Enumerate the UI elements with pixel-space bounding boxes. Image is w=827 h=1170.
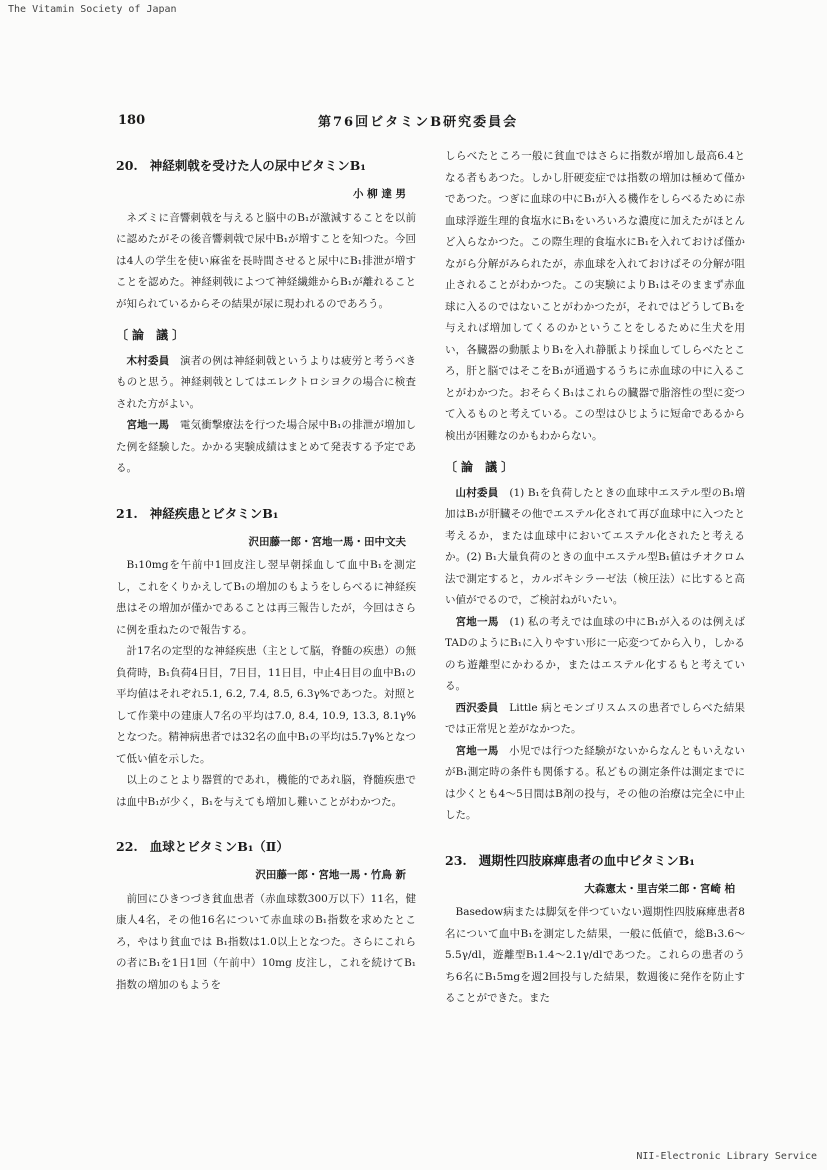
page-number: 180: [118, 113, 146, 128]
section-number: 21.: [116, 505, 138, 521]
speaker-name: 宮地一馬: [455, 615, 499, 628]
remark-text: 電気衝撃療法を行つた場合尿中B₁の排泄が増加した例を経験した。かかる実験成績はまとめて発表する予定である。: [116, 419, 417, 474]
section-20-authors: 小 柳 達 男: [353, 188, 406, 200]
discussion-entry: [116, 351, 416, 416]
discussion-entry: [445, 612, 745, 698]
section-21-paragraph: 計17名の定型的な神経疾患（主として脳，脊髄の疾患）の無負荷時，B₁負荷4日目，7日目，11日目，中止4日目の血中B₁の平均値はそれぞれ5.1, 6.2, 7.4, 8.5, 6.3γ%であつた。対照として作業中の建康人7名の平均は7.0, 8.4, 10.9, 13.3, 8.1γ%となつた。精神病患者では32名の血中B₁の平均は5.7γ%となつて低い値を示した。: [116, 645, 416, 765]
discussion-heading: 〔論 議〕: [445, 460, 518, 474]
speaker-name: 山村委員: [455, 486, 499, 499]
speaker-name: 木村委員: [126, 354, 170, 367]
section-number: 20.: [116, 158, 138, 173]
remark-text: 演者の例は神経刺戟というよりは疲労と考うべきものと思う。神経刺戟としてはエレクトロシヨクの場合に検査された方がよい。: [116, 354, 417, 410]
speaker-name: 宮地一馬: [455, 744, 499, 757]
remark-text: (1) B₁を負荷したときの血球中エステル型のB₁増加はB₁が肝臓その他でエステル化されて再び血球中に入つたと考えるか，または血球中においてエステル化されたと考えるか。(2) B₁大量負荷のときの血中エステル型B₁値はチオクロム法で測定すると，カルボキシラーゼ法（検圧法）に比すると高い値がでるので，ご検討ねがいたい。: [445, 486, 746, 606]
section-title-text: 週期性四肢麻痺患者の血中ビタミンB₁: [478, 852, 695, 868]
remark-text: (1) 私の考えでは血球の中にB₁が入るのは例えばTADのようにB₁に入りやすい形に一応変つてから入り，しかるのち遊離型にかわるか，またはエステル化するもと考えている。: [445, 615, 746, 692]
section-20-title: [116, 154, 416, 178]
section-22-title: [116, 835, 416, 859]
section-22-continued: しらべたところ一般に貧血ではさらに指数が増加し最高6.4となる者もあつた。しかし肝硬変症では指数の増加は極めて僅かであつた。つぎに血球の中にB₁が入る機作をしらべるために赤血球浮遊生理的食塩水にB₁をいろいろな濃度に加えたがほとんど入らなかつた。この際生理的食塩水にB₁を入れておけば僅かながら分解がみられたが，赤血球を入れておけばその分解が阻止されることがわかつた。この実験によりB₁はそのままず赤血球に入るのではないことがわかつたが，それではどうしてB₁を与えれば増加してくるのかということをしるために生犬を用い，各臓器の動脈よりB₁を入れ静脈より採血してしらべたところ，肝と脳ではそこをB₁が通過するうちに赤血球の中に入ることがわかつた。おそらくB₁はこれらの臓器で脂溶性の型に変つて入るものと考えている。この型はひじように短命であるから検出が困難なのかもわからない。: [445, 150, 745, 442]
remark-text: Little 病とモンゴリスムスの患者でしらべた結果では正常児と差がなかつた。: [445, 701, 746, 735]
section-23-paragraph: Basedow病または脚気を伴つていない週期性四肢麻痺患者8名について血中B₁を測定した結果，一般に低値で，総B₁3.6～5.5γ/dl，遊離型B₁1.4～2.1γ/dlであつた。これらの患者のうち6名にB₁5mgを週2回投与した結果，数週後に発作を防止することができた。また: [445, 906, 745, 1004]
discussion-heading: 〔論 議〕: [116, 328, 189, 342]
section-23-authors: 大森憲太・里吉栄二郎・宮崎 柏: [584, 882, 735, 895]
section-22-paragraph: 前回にひきつづき貧血患者（赤血球数300万以下）11名，健康人4名，その他16名について赤血球のB₁指数を求めたところ，やはり貧血では B₁指数は1.0以上となつた。さらにこれらの者にB₁を1日1回（午前中）10mg 皮注し，これを続けてB₁指数の増加のもようを: [116, 892, 416, 991]
left-column: [116, 146, 416, 996]
discussion-entry: [445, 698, 745, 741]
section-title-text: 神経疾患とビタミンB₁: [149, 505, 279, 521]
source-credit-bottom: NII-Electronic Library Service: [636, 1151, 817, 1162]
remark-text: 小児では行つた経験がないからなんともいえないがB₁測定時の条件も関係する。私どもの測定条件は測定までには少くとも4～5日間はB剤の投与，その他の治療は完全に中止した。: [445, 744, 746, 821]
speaker-name: 西沢委員: [455, 701, 499, 714]
section-23-title: [445, 849, 745, 873]
right-column: [445, 146, 745, 1010]
discussion-entry: [445, 483, 745, 612]
section-title-text: 血球とビタミンB₁（Ⅱ）: [149, 839, 289, 854]
section-21-authors: 沢田藤一郎・宮地一馬・田中文夫: [248, 535, 406, 548]
source-credit-top: The Vitamin Society of Japan: [8, 4, 177, 15]
section-title-text: 神経刺戟を受けた人の尿中ビタミンB₁: [149, 158, 366, 173]
section-21-paragraph: B₁10mgを午前中1回皮注し翌早朝採血して血中B₁を測定し，これをくりかえしてB₁の増加のもようをしらべるに神経疾患はその増加が僅かであることは再三報告したが，今回はさらに例を重ねたので報告する。: [116, 559, 416, 636]
section-number: 22.: [116, 839, 138, 854]
running-title: 第76回ビタミンB研究委員会: [318, 115, 519, 130]
section-20-body: ネズミに音響刺戟を与えると脳中のB₁が激減することを以前に認めたがその後音響刺戟で尿中B₁が増すことを知つた。今回は4人の学生を使い麻雀を長時間させると尿中にB₁排泄が増すことを認めた。神経刺戟によつて神経繊維からB₁が離れることが知られているからその結果が尿に現われるのであろう。: [116, 211, 416, 310]
section-number: 23.: [445, 852, 467, 868]
section-21-paragraph: 以上のことより器質的であれ，機能的であれ脳，脊髄疾患では血中B₁が少く，B₁を与えても増加し難いことがわかつた。: [116, 774, 416, 808]
discussion-entry: [116, 415, 416, 480]
section-22-authors: 沢田藤一郎・宮地一馬・竹鳥 新: [255, 869, 406, 881]
discussion-entry: [445, 741, 745, 827]
speaker-name: 宮地一馬: [126, 419, 170, 431]
section-21-title: [116, 502, 416, 526]
